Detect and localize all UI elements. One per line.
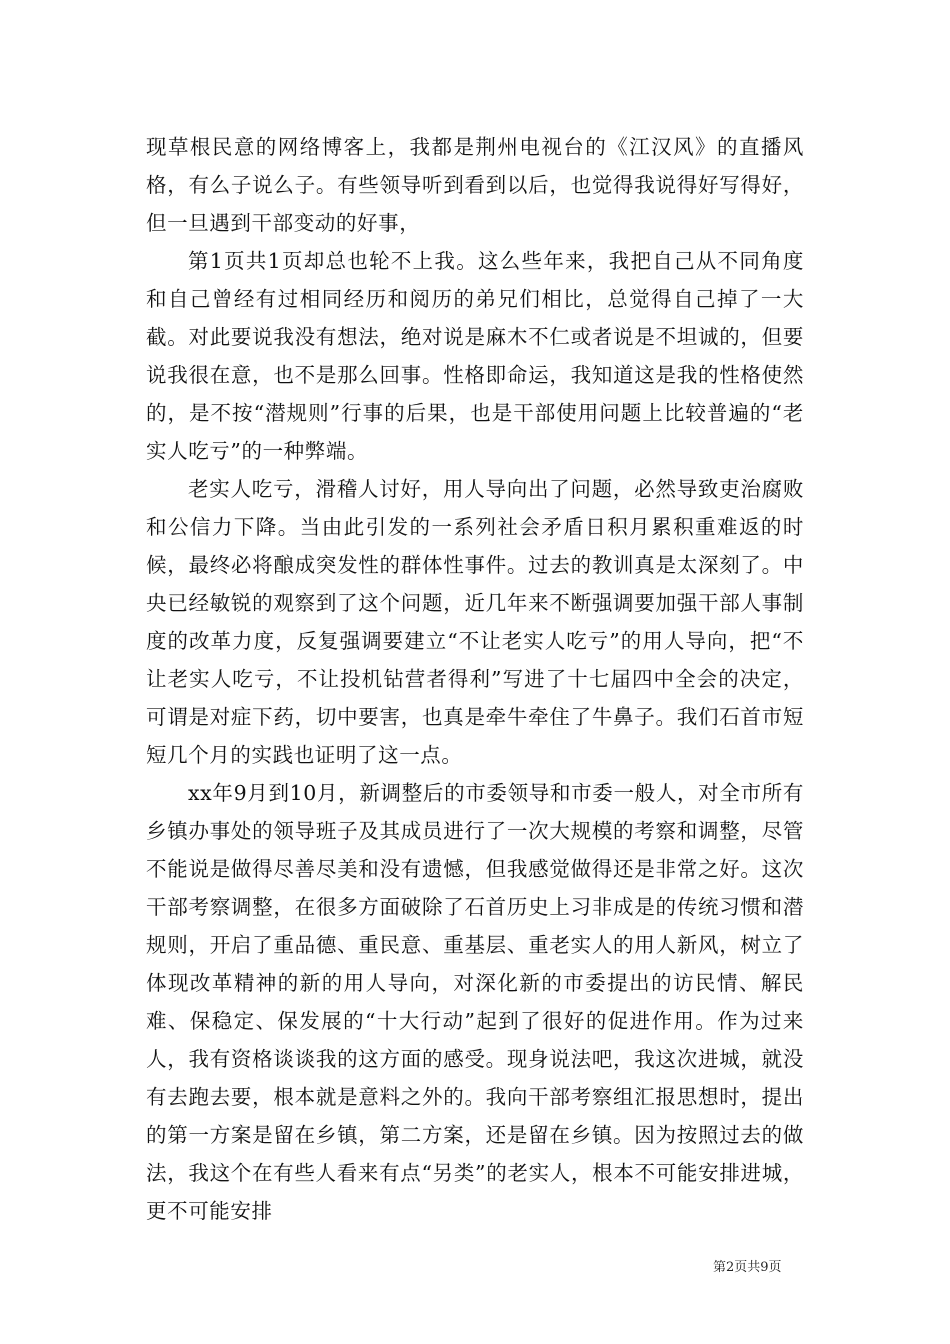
page-number-footer: 第2页共9页: [713, 1260, 782, 1275]
paragraph-2: 第1页共1页却总也轮不上我。这么些年来，我把自己从不同角度和自己曾经有过相同经历和阅历的弟兄们相比，总觉得自己掉了一大截。对此要说我没有想法，绝对说是麻木不仁或者说是不坦诚的，但要说我很在意，也不是那么回事。性格即命运，我知道这是我的性格使然的，是不按“潜规则”行事的后果，也是干部使用问题上比较普遍的“老实人吃亏”的一种弊端。: [146, 249, 804, 463]
paragraph-4: xx年9月到10月，新调整后的市委领导和市委一般人，对全市所有乡镇办事处的领导班子及其成员进行了一次大规模的考察和调整，尽管不能说是做得尽善尽美和没有遗憾，但我感觉做得还是非常之好。这次干部考察调整，在很多方面破除了石首历史上习非成是的传统习惯和潜规则，开启了重品德、重民意、重基层、重老实人的用人新风，树立了体现改革精神的新的用人导向，对深化新的市委提出的访民情、解民难、保稳定、保发展的“十大行动”起到了很好的促进作用。作为过来人，我有资格谈谈我的这方面的感受。现身说法吧，我这次进城，就没有去跑去要，根本就是意料之外的。我向干部考察组汇报思想时，提出的第一方案是留在乡镇，第二方案，还是留在乡镇。因为按照过去的做法，我这个在有些人看来有点“另类”的老实人，根本不可能安排进城，更不可能安排: [146, 781, 804, 1223]
document-body: [146, 128, 804, 1230]
paragraph-3: 老实人吃亏，滑稽人讨好，用人导向出了问题，必然导致吏治腐败和公信力下降。当由此引发的一系列社会矛盾日积月累积重难返的时候，最终必将酿成突发性的群体性事件。过去的教训真是太深刻了。中央已经敏锐的观察到了这个问题，近几年来不断强调要加强干部人事制度的改革力度，反复强调要建立“不让老实人吃亏”的用人导向，把“不让老实人吃亏，不让投机钻营者得利”写进了十七届四中全会的决定，可谓是对症下药，切中要害，也真是牵牛牵住了牛鼻子。我们石首市短短几个月的实践也证明了这一点。: [146, 477, 804, 767]
paragraph-1: 现草根民意的网络博客上，我都是荆州电视台的《江汉风》的直播风格，有么子说么子。有些领导听到看到以后，也觉得我说得好写得好，但一旦遇到干部变动的好事，: [146, 135, 804, 235]
